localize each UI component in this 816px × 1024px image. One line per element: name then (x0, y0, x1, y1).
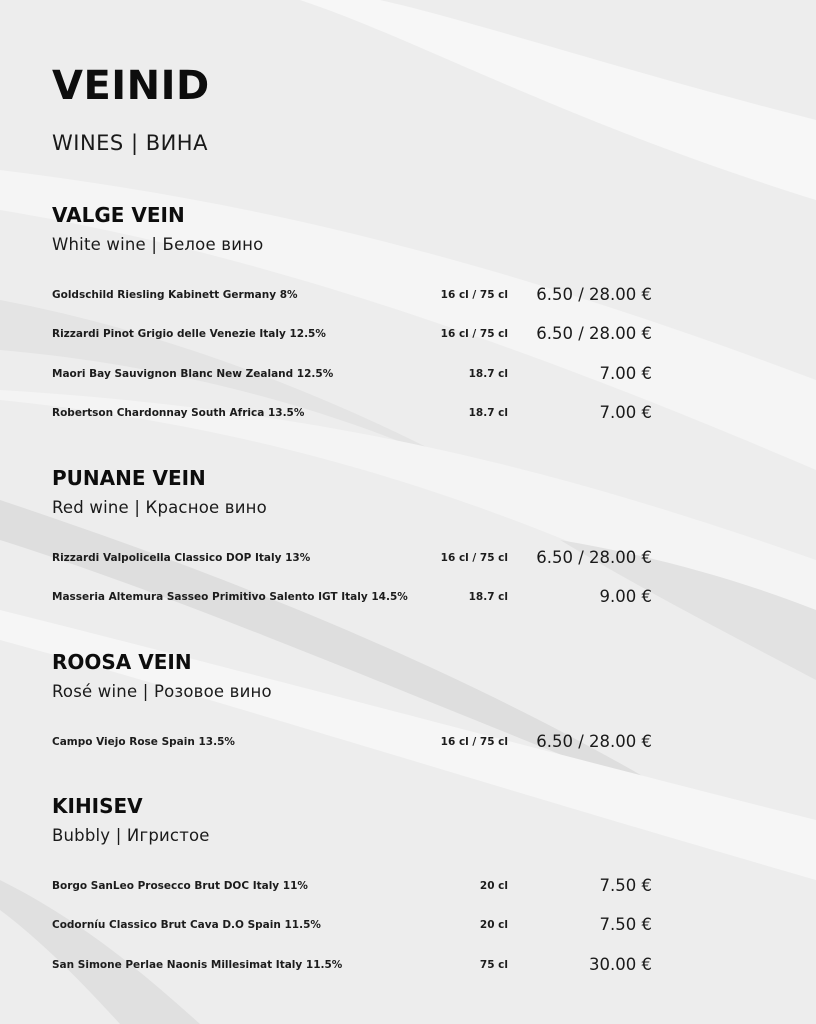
section-subtitle: Red wine | Красное вино (52, 498, 267, 517)
item-volume: 20 cl (479, 919, 508, 931)
item-volume: 18.7 cl (468, 368, 508, 380)
item-volume: 75 cl (479, 959, 508, 971)
item-price: 9.00 € (599, 587, 652, 606)
item-name: Rizzardi Valpolicella Classico DOP Italy 13% (52, 552, 311, 564)
page-title: VEINID (52, 63, 210, 109)
section-red-wine (52, 466, 692, 606)
item-price: 6.50 / 28.00 € (536, 285, 652, 304)
menu-item (52, 732, 652, 756)
item-volume: 16 cl / 75 cl (440, 289, 508, 301)
menu-item (52, 587, 652, 611)
page-subtitle: WINES | ВИНА (52, 131, 208, 155)
section-rose-wine (52, 650, 692, 751)
item-price: 6.50 / 28.00 € (536, 548, 652, 567)
menu-item (52, 324, 652, 348)
section-subtitle: Rosé wine | Розовое вино (52, 682, 272, 701)
item-name: Robertson Chardonnay South Africa 13.5% (52, 407, 305, 419)
section-title: ROOSA VEIN (52, 650, 192, 674)
item-price: 6.50 / 28.00 € (536, 324, 652, 343)
item-price: 7.00 € (599, 364, 652, 383)
item-volume: 16 cl / 75 cl (440, 328, 508, 340)
section-white-wine (52, 203, 692, 422)
item-price: 7.50 € (599, 915, 652, 934)
item-volume: 20 cl (479, 880, 508, 892)
menu-item (52, 364, 652, 388)
menu-item (52, 876, 652, 900)
item-name: Borgo SanLeo Prosecco Brut DOC Italy 11% (52, 880, 308, 892)
menu-item (52, 955, 652, 979)
item-price: 30.00 € (589, 955, 652, 974)
item-price: 7.00 € (599, 403, 652, 422)
section-title: KIHISEV (52, 794, 143, 818)
item-name: Masseria Altemura Sasseo Primitivo Salento IGT Italy 14.5% (52, 591, 408, 603)
section-title: PUNANE VEIN (52, 466, 206, 490)
item-name: Goldschild Riesling Kabinett Germany 8% (52, 289, 298, 301)
section-title: VALGE VEIN (52, 203, 185, 227)
item-volume: 16 cl / 75 cl (440, 736, 508, 748)
item-volume: 18.7 cl (468, 407, 508, 419)
section-bubbly (52, 794, 692, 974)
item-volume: 16 cl / 75 cl (440, 552, 508, 564)
section-subtitle: White wine | Белое вино (52, 235, 264, 254)
item-price: 6.50 / 28.00 € (536, 732, 652, 751)
section-subtitle: Bubbly | Игристое (52, 826, 210, 845)
menu-item (52, 403, 652, 427)
item-volume: 18.7 cl (468, 591, 508, 603)
menu-item (52, 915, 652, 939)
item-name: Campo Viejo Rose Spain 13.5% (52, 736, 235, 748)
item-price: 7.50 € (599, 876, 652, 895)
item-name: Rizzardi Pinot Grigio delle Venezie Italy 12.5% (52, 328, 326, 340)
item-name: San Simone Perlae Naonis Millesimat Italy 11.5% (52, 959, 343, 971)
item-name: Codorníu Classico Brut Cava D.O Spain 11.5% (52, 919, 321, 931)
menu-item (52, 285, 652, 309)
menu-item (52, 548, 652, 572)
item-name: Maori Bay Sauvignon Blanc New Zealand 12.5% (52, 368, 334, 380)
